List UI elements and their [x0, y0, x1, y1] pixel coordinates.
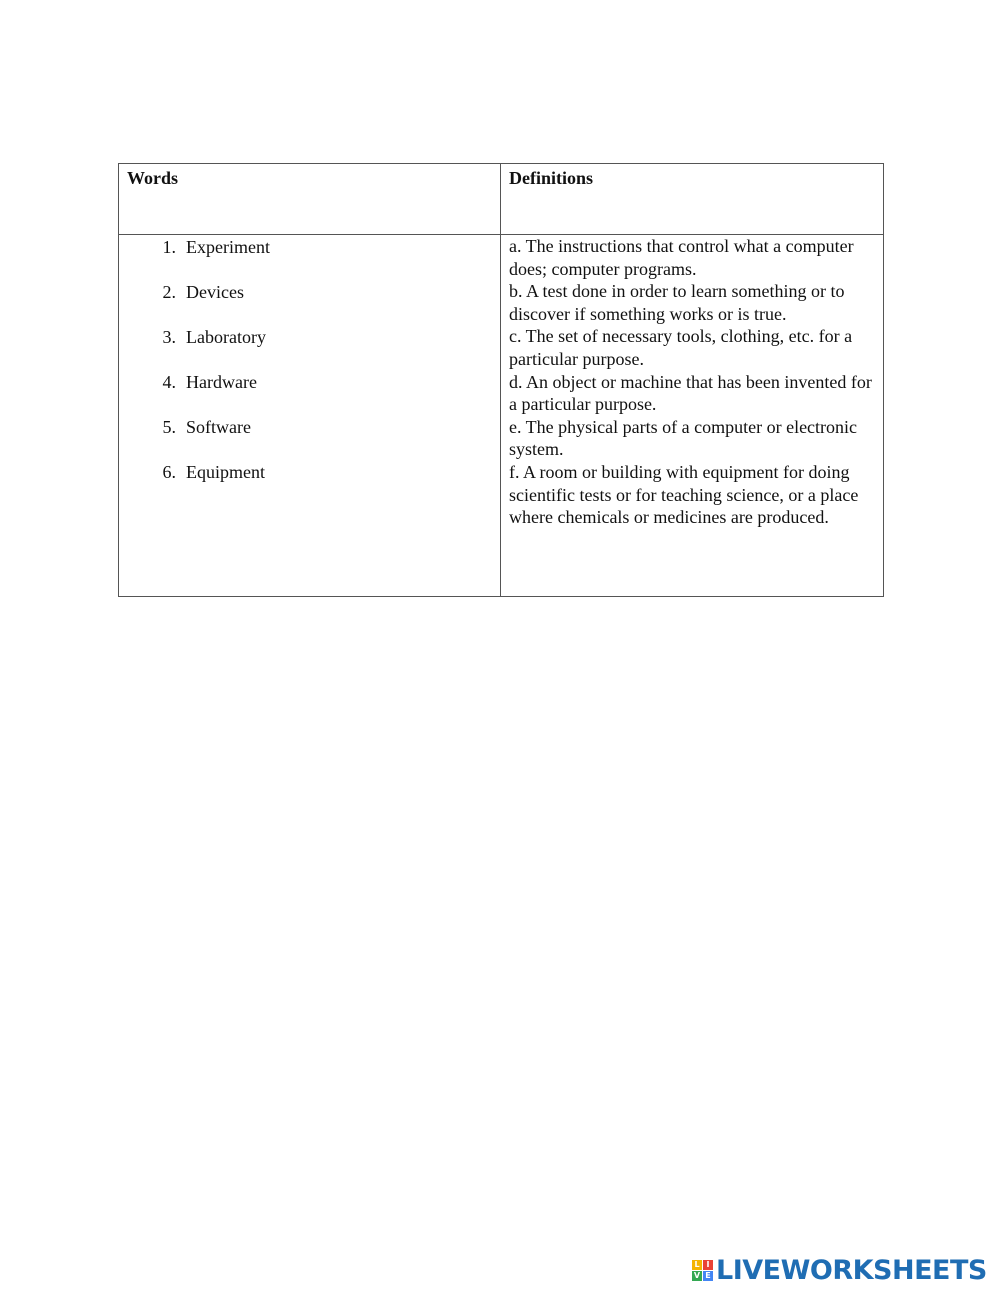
words-cell — [119, 235, 501, 597]
vocabulary-table — [118, 163, 884, 597]
word-item — [119, 280, 500, 325]
word-item — [119, 460, 500, 505]
word-number: 5. — [162, 417, 176, 437]
word-item — [119, 325, 500, 370]
definition-item: c. The set of necessary tools, clothing, etc. for a particular purpose. — [509, 326, 853, 369]
logo-mark-tile: V — [693, 1270, 701, 1280]
definitions-cell — [501, 235, 884, 597]
logo-text: LIVEWORKSHEETS — [716, 1254, 987, 1286]
definition-item: b. A test done in order to learn something or to discover if something works or is true. — [509, 281, 845, 324]
word-text: Hardware — [186, 372, 257, 392]
word-number: 4. — [162, 372, 176, 392]
definition-item: a. The instructions that control what a computer does; computer programs. — [509, 236, 854, 279]
word-number: 6. — [162, 462, 176, 482]
definition-item: e. The physical parts of a computer or electronic system. — [509, 416, 858, 460]
liveworksheets-logo-icon — [692, 1260, 713, 1281]
word-text: Devices — [186, 282, 244, 302]
word-text: Experiment — [186, 237, 270, 257]
word-number: 2. — [162, 282, 176, 302]
word-text: Software — [186, 417, 251, 437]
word-number: 1. — [162, 237, 176, 257]
word-item — [119, 415, 500, 460]
liveworksheets-logo — [692, 1254, 987, 1286]
word-item — [119, 235, 500, 280]
logo-mark-tile: I — [703, 1260, 713, 1270]
definitions-list — [509, 235, 875, 529]
word-item — [119, 370, 500, 415]
words-column-header: Words — [119, 164, 501, 235]
word-text: Laboratory — [186, 327, 266, 347]
words-list — [119, 235, 500, 505]
table-body-row — [119, 235, 884, 597]
table-header-row — [119, 164, 884, 235]
word-number: 3. — [162, 327, 176, 347]
definition-item: d. An object or machine that has been invented for a particular purpose. — [509, 371, 872, 415]
logo-mark-tile: L — [692, 1260, 702, 1270]
definitions-column-header: Definitions — [501, 164, 884, 235]
word-text: Equipment — [186, 462, 265, 482]
logo-mark-tile: E — [703, 1271, 713, 1281]
definition-item: f. A room or building with equipment for doing scientific tests or for teaching science, or a place where chemicals or medicines are produced. — [509, 461, 859, 528]
